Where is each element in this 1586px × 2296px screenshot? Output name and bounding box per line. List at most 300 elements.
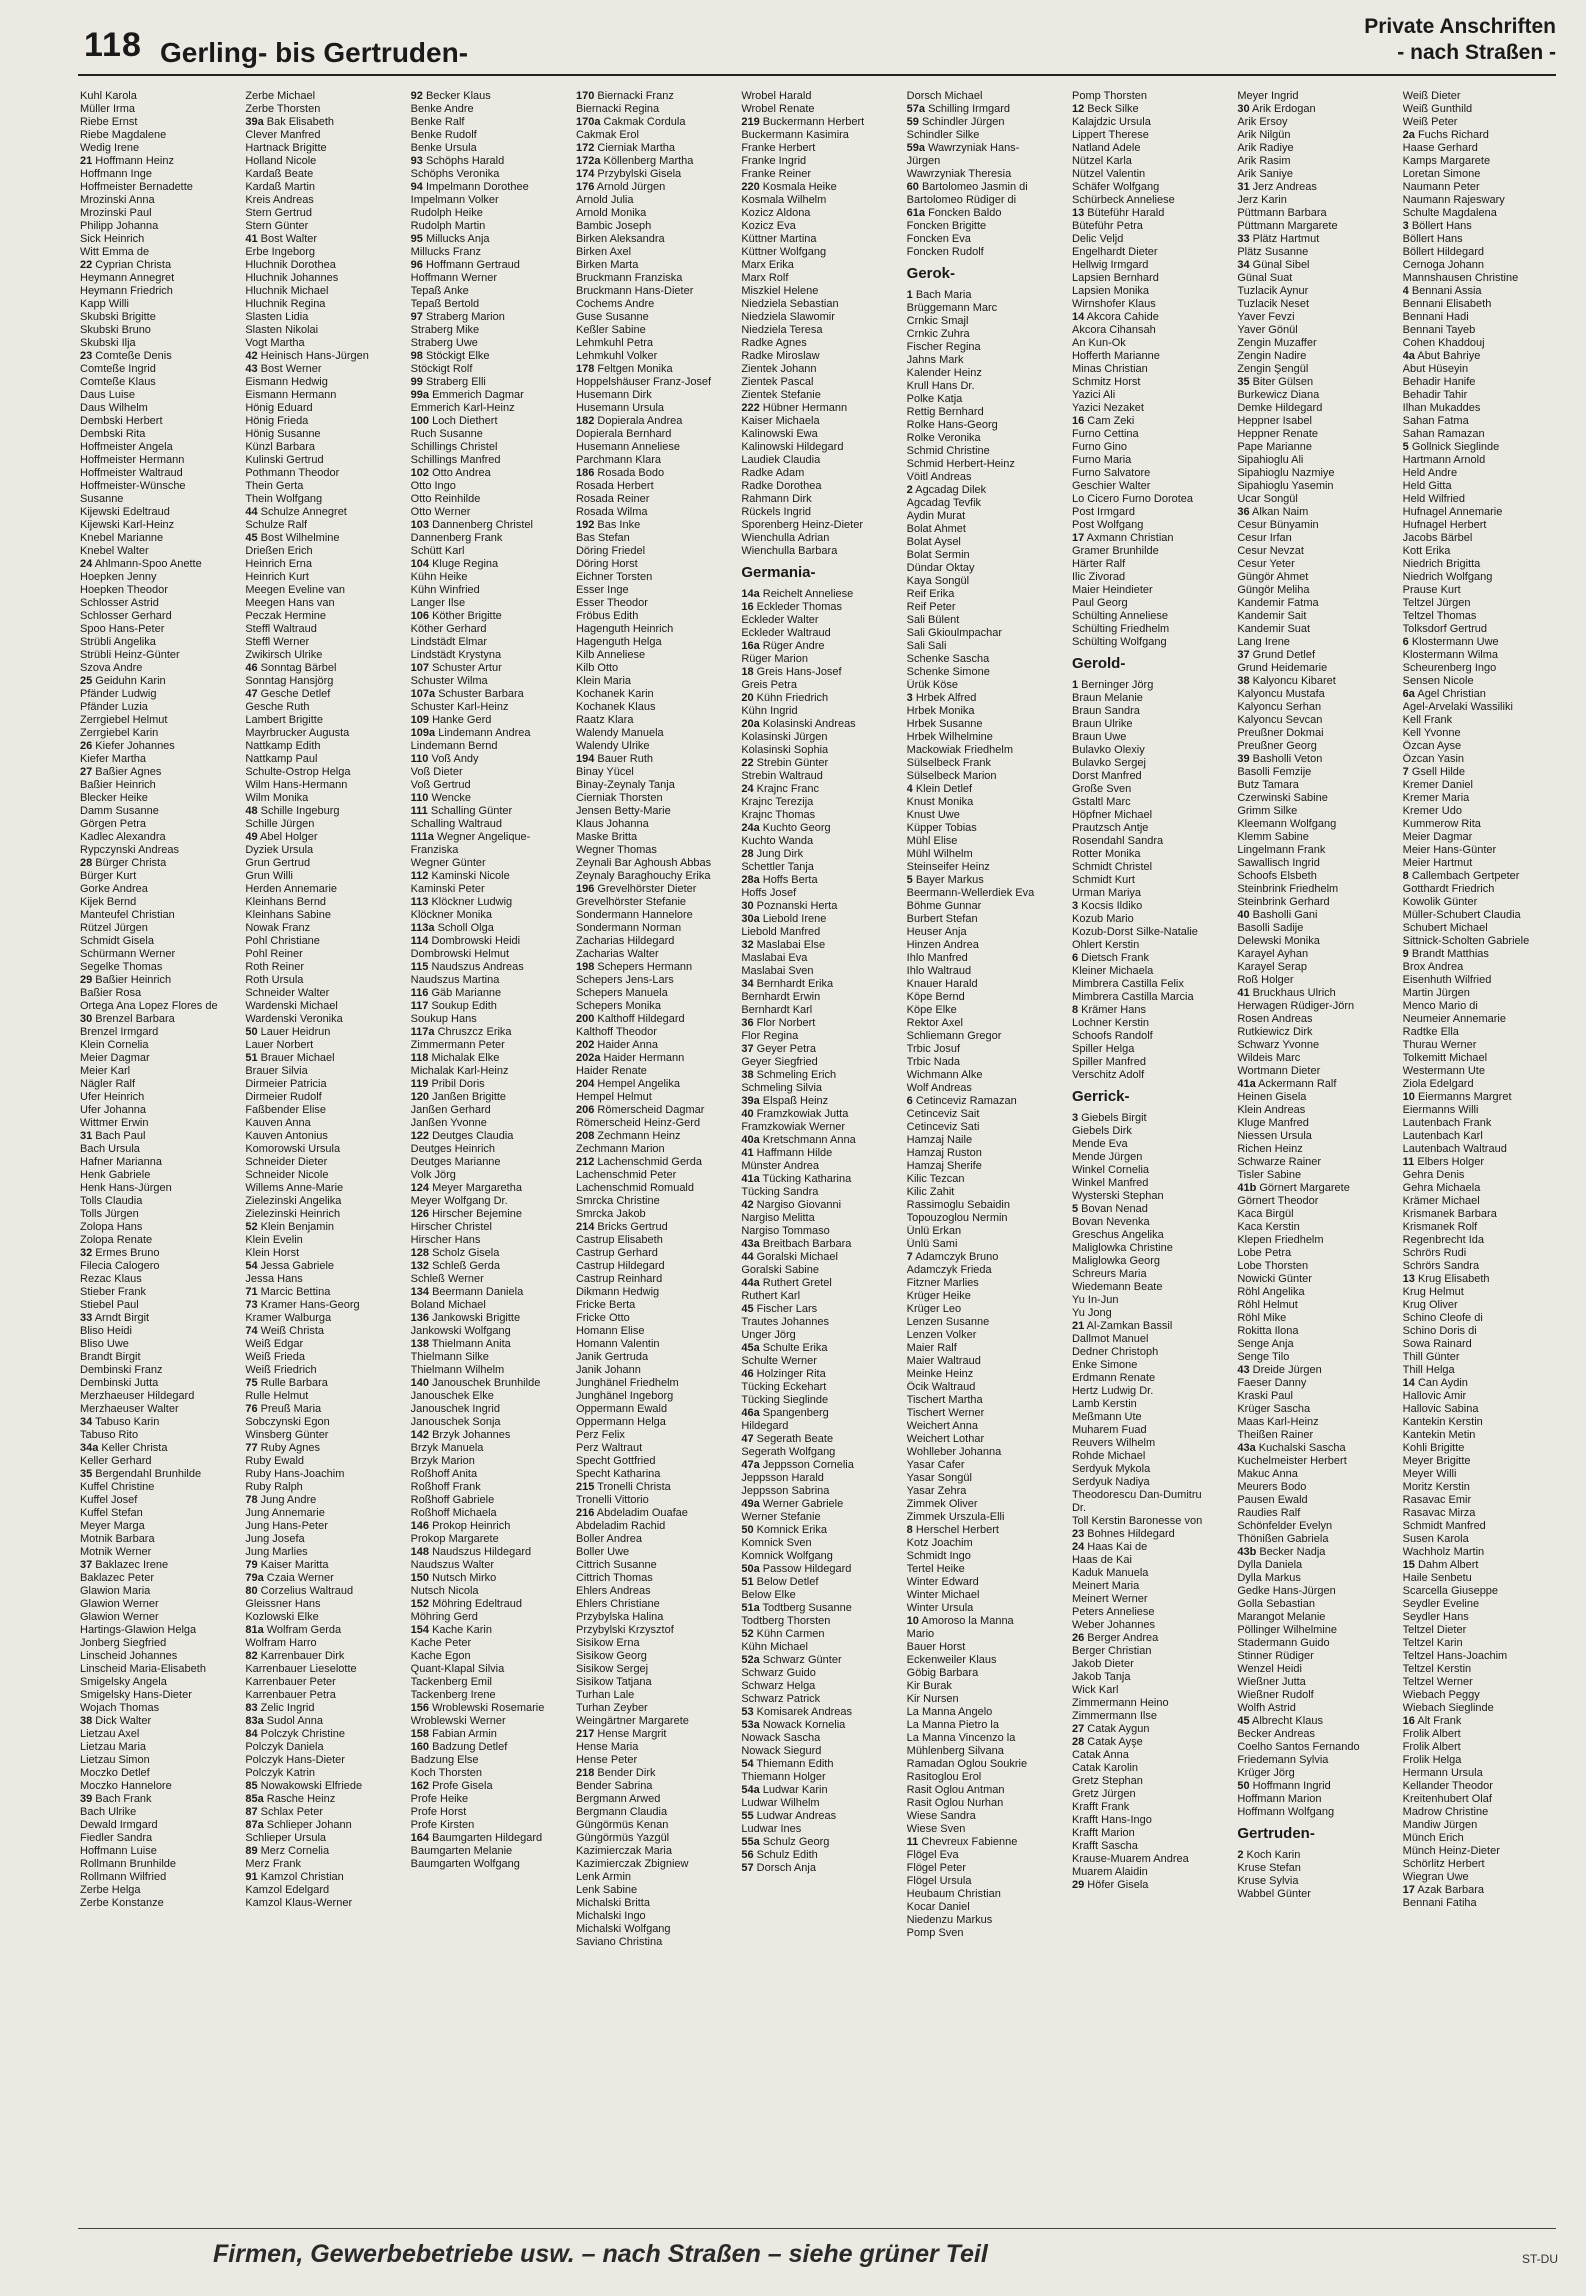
street-heading: Gerrick- [1071, 1088, 1130, 1105]
directory-entry: Röhl Angelika [1237, 1286, 1305, 1298]
directory-entry: Sahan Fatma [1402, 415, 1469, 427]
directory-entry: Furno Cettina [1071, 428, 1139, 440]
directory-entry: Liebold Manfred [741, 926, 821, 938]
directory-entry: Görgen Petra [80, 818, 147, 830]
house-number: 29 [1071, 1879, 1085, 1891]
directory-entry: Berger Christian [1071, 1645, 1152, 1657]
directory-entry: Nattkamp Edith [245, 740, 321, 752]
directory-entry: Kraski Paul [1237, 1390, 1293, 1402]
house-number: 103 [410, 519, 430, 531]
directory-entry: Naudszus Martina [410, 974, 500, 986]
directory-entry: Wildeis Marc [1237, 1052, 1301, 1064]
directory-entry: Rotter Monika [1071, 848, 1141, 860]
directory-entry: Glawion Werner [80, 1598, 159, 1610]
directory-entry: Brauer Silvia [245, 1065, 308, 1077]
house-number: 75 [245, 1377, 258, 1389]
directory-entry: Jonberg Siegfried [80, 1637, 167, 1649]
directory-entry: 23 Bohnes Hildegard [1071, 1528, 1175, 1540]
directory-entry: Otto Reinhilde [410, 493, 481, 505]
directory-entry: Ziola Edelgard [1402, 1078, 1474, 1090]
house-number: 74 [245, 1325, 258, 1337]
directory-entry: Tisler Sabine [1237, 1169, 1302, 1181]
directory-entry: Tolksdorf Gertrud [1402, 623, 1488, 635]
house-number: 47 [245, 688, 258, 700]
directory-entry: Kijewski Edeltraud [80, 506, 170, 518]
directory-entry: Wedig Irene [80, 142, 140, 154]
directory-entry: Witt Emma de [80, 246, 150, 258]
directory-entry: Kandemir Fatma [1237, 597, 1319, 609]
directory-entry: 43a Breitbach Barbara [741, 1238, 852, 1250]
directory-entry: Cierniak Thorsten [575, 792, 663, 804]
directory-entry: Kremer Udo [1402, 805, 1462, 817]
house-number: 41a [1237, 1078, 1256, 1090]
directory-entry: 212 Lachenschmid Gerda [575, 1156, 702, 1168]
directory-entry: Herden Annemarie [245, 883, 338, 895]
footer-note: Firmen, Gewerbebetriebe usw. – nach Straßen – siehe grüner Teil [213, 2240, 988, 2268]
directory-entry: Tuzlacik Neset [1237, 298, 1310, 310]
directory-entry: Stieber Frank [80, 1286, 147, 1298]
house-number: 116 [410, 987, 429, 999]
directory-entry: 152 Möhring Edeltraud [410, 1598, 522, 1610]
directory-entry: 41a Tücking Katharina [741, 1173, 852, 1185]
directory-entry: Rasit Oglou Nurhan [906, 1797, 1004, 1809]
house-number: 46 [245, 662, 258, 674]
directory-entry: 219 Buckermann Herbert [741, 116, 865, 128]
house-number: 99a [410, 389, 430, 401]
directory-entry: Profe Heike [410, 1793, 469, 1805]
directory-entry: Slasten Lidia [245, 311, 309, 323]
directory-entry: Klepen Friedhelm [1237, 1234, 1324, 1246]
house-number: 220 [741, 181, 760, 193]
house-number: 136 [410, 1312, 430, 1324]
directory-entry: Sisikow Sergej [575, 1663, 649, 1675]
directory-entry: 35 Bergendahl Brunhilde [80, 1468, 202, 1480]
directory-entry: Krismanek Rolf [1402, 1221, 1478, 1233]
directory-entry: 182 Dopierala Andrea [575, 415, 683, 427]
directory-entry: 100 Loch Diethert [410, 415, 498, 427]
directory-entry: Dedner Christoph [1071, 1346, 1159, 1358]
house-number: 132 [410, 1260, 430, 1272]
directory-entry: Lauer Norbert [245, 1039, 314, 1051]
directory-entry: Schillings Christel [410, 441, 498, 453]
directory-entry: Kilb Anneliese [575, 649, 646, 661]
directory-entry: Merzhaeuser Hildegard [80, 1390, 195, 1402]
house-number: 122 [410, 1130, 430, 1142]
directory-entry: 160 Badzung Detlef [410, 1741, 508, 1753]
directory-entry: Küpper Tobias [906, 822, 977, 834]
directory-entry: Braun Uwe [1071, 731, 1127, 743]
directory-entry: 4a Abut Bahriye [1402, 350, 1481, 362]
directory-entry: Kuhl Karola [80, 90, 137, 102]
directory-entry: Jakob Tanja [1071, 1671, 1131, 1683]
directory-entry: Rahmann Dirk [741, 493, 812, 505]
house-number: 31 [1237, 181, 1250, 193]
directory-entry: Franziska [410, 844, 459, 856]
house-number: 17 [1071, 532, 1085, 544]
directory-entry: Regenbrecht Ida [1402, 1234, 1484, 1246]
directory-entry: Loretan Simone [1402, 168, 1481, 180]
directory-entry: Hoffmann Wolfgang [1237, 1806, 1335, 1818]
directory-entry: Verschitz Adolf [1071, 1069, 1145, 1081]
directory-entry: 22 Strebin Günter [741, 757, 829, 769]
house-number: 23 [80, 350, 93, 362]
directory-entry: 6 Dietsch Frank [1071, 952, 1150, 964]
directory-entry: Weingärtner Margarete [575, 1715, 689, 1727]
house-number: 11 [906, 1836, 919, 1848]
directory-entry: Manteufel Christian [80, 909, 175, 921]
directory-entry: Güngörmüs Yazgül [575, 1832, 670, 1844]
directory-entry: Winsberg Günter [245, 1429, 329, 1441]
directory-entry: Wegner Thomas [575, 844, 657, 856]
directory-entry: Bennani Tayeb [1402, 324, 1476, 336]
directory-entry: Hagenguth Heinrich [575, 623, 674, 635]
directory-entry: Rasit Oglou Antman [906, 1784, 1005, 1796]
directory-entry: Bartolomeo Rüdiger di [906, 194, 1017, 206]
house-number: 24 [1071, 1541, 1085, 1553]
directory-entry: Akcora Cihansah [1071, 324, 1156, 336]
directory-entry: Bliso Heidi [80, 1325, 132, 1337]
directory-entry: Nargiso Melitta [741, 1212, 815, 1224]
house-number: 49 [245, 831, 258, 843]
directory-entry: 7 Gsell Hilde [1402, 766, 1466, 778]
house-number: 42 [741, 1199, 754, 1211]
directory-entry: Gesche Ruth [245, 701, 310, 713]
directory-entry: Hluchnik Michael [245, 285, 329, 297]
directory-entry: Kozub-Dorst Silke-Natalie [1071, 926, 1198, 938]
directory-entry: Merzhaeuser Walter [80, 1403, 179, 1415]
house-number: 3 [1071, 900, 1079, 912]
directory-entry: Zeynali Bar Aghoush Abbas [575, 857, 712, 869]
directory-entry: Foncken Rudolf [906, 246, 984, 258]
house-number: 41 [1237, 987, 1250, 999]
directory-entry: Castrup Elisabeth [575, 1234, 663, 1246]
directory-entry: 34 Bernhardt Erika [741, 978, 834, 990]
house-number: 100 [410, 415, 430, 427]
directory-entry: 158 Fabian Armin [410, 1728, 497, 1740]
directory-entry: 113 Klöckner Ludwig [410, 896, 513, 908]
header-divider [78, 74, 1556, 76]
directory-entry: 46 Sonntag Bärbel [245, 662, 337, 674]
directory-entry: Natland Adele [1071, 142, 1141, 154]
directory-entry: Stadermann Guido [1237, 1637, 1330, 1649]
directory-entry: Wiese Sandra [906, 1810, 976, 1822]
directory-entry: Zientek Pascal [741, 376, 814, 388]
directory-entry: Deutges Marianne [410, 1156, 501, 1168]
directory-entry: Baumgarten Wolfgang [410, 1858, 520, 1870]
directory-entry: Bernhardt Karl [741, 1004, 813, 1016]
directory-entry: Ortega Ana Lopez Flores de [80, 1000, 218, 1012]
directory-entry: Otto Werner [410, 506, 471, 518]
directory-entry: Junghänel Ingeborg [575, 1390, 674, 1402]
house-number: 98 [410, 350, 423, 362]
house-number: 93 [410, 155, 423, 167]
directory-entry: Knebel Walter [80, 545, 149, 557]
directory-entry: Rosada Herbert [575, 480, 654, 492]
directory-entry: 54 Jessa Gabriele [245, 1260, 335, 1272]
directory-entry: Hallovic Amir [1402, 1390, 1467, 1402]
directory-entry: Dembinski Franz [80, 1364, 163, 1376]
house-number: 1 [906, 289, 913, 301]
directory-entry: Sporenberg Heinz-Dieter [741, 519, 863, 531]
directory-entry: Lenzen Susanne [906, 1316, 990, 1328]
directory-entry: Krüger Heike [906, 1290, 971, 1302]
directory-entry: Susanne [80, 493, 124, 505]
directory-entry: Preußner Dokmai [1237, 727, 1324, 739]
directory-entry: Bolat Ahmet [906, 523, 966, 535]
directory-entry: Güngörmüs Kenan [575, 1819, 669, 1831]
directory-entry: Tischert Martha [906, 1394, 983, 1406]
directory-entry: 95 Millucks Anja [410, 233, 490, 245]
directory-entry: Sondermann Hannelore [575, 909, 693, 921]
directory-entry: 53 Komisarek Andreas [741, 1706, 853, 1718]
directory-entry: 50a Passow Hildegard [741, 1563, 852, 1575]
directory-entry: Zimmermann Peter [410, 1039, 505, 1051]
directory-entry: Tücking Sandra [741, 1186, 819, 1198]
directory-entry: 14 Akcora Cahide [1071, 311, 1159, 323]
directory-entry: Meier Karl [80, 1065, 131, 1077]
directory-entry: Lietzau Simon [80, 1754, 150, 1766]
directory-entry: Janouschek Elke [410, 1390, 494, 1402]
directory-entry: Behadir Hanife [1402, 376, 1476, 388]
house-number: 111 [410, 805, 428, 817]
directory-entry: Bennani Fatiha [1402, 1897, 1477, 1909]
house-number: 46a [741, 1407, 760, 1419]
directory-entry: 18 Greis Hans-Josef [741, 666, 842, 678]
directory-entry: Arnold Monika [575, 207, 647, 219]
directory-entry: Peczak Hermine [245, 610, 327, 622]
directory-entry: Krafft Frank [1071, 1801, 1130, 1813]
directory-entry: Klein Horst [245, 1247, 300, 1259]
directory-entry: Boland Michael [410, 1299, 486, 1311]
directory-entry: Schmid Herbert-Heinz [906, 458, 1015, 470]
directory-entry: 87 Schlax Peter [245, 1806, 323, 1818]
directory-entry: 48 Schille Ingeburg [245, 805, 340, 817]
directory-entry: Thurau Werner [1402, 1039, 1477, 1051]
house-number: 118 [410, 1052, 429, 1064]
directory-entry: Karrenbauer Petra [245, 1689, 336, 1701]
directory-entry: Schülting Wolfgang [1071, 636, 1167, 648]
directory-entry: Bergmann Claudia [575, 1806, 668, 1818]
house-number: 11 [1402, 1156, 1415, 1168]
directory-entry: Specht Katharina [575, 1468, 661, 1480]
directory-entry: Bulavko Sergej [1071, 757, 1146, 769]
directory-entry: Jürgen [906, 155, 941, 167]
house-number: 57a [906, 103, 926, 115]
directory-entry: 104 Kluge Regina [410, 558, 499, 570]
directory-entry: 30 Poznanski Herta [741, 900, 838, 912]
directory-entry: Ludwar Wilhelm [741, 1797, 820, 1809]
house-number: 208 [575, 1130, 595, 1142]
directory-entry: Radke Dorothea [741, 480, 822, 492]
directory-entry: Janik Johann [575, 1364, 641, 1376]
house-number: 126 [410, 1208, 430, 1220]
directory-entry: Zimmermann Heino [1071, 1697, 1169, 1709]
directory-entry: 74 Weiß Christa [245, 1325, 324, 1337]
directory-entry: Karrenbauer Lieselotte [245, 1663, 357, 1675]
section-title-line1: Private Anschriften [1364, 15, 1556, 38]
directory-entry: Faßbender Elise [245, 1104, 327, 1116]
house-number: 43a [741, 1238, 760, 1250]
directory-entry: Theodorescu Dan-Dumitru [1071, 1489, 1202, 1501]
house-number: 164 [410, 1832, 430, 1844]
directory-entry: Heppner Renate [1237, 428, 1319, 440]
directory-entry: Köpe Elke [906, 1004, 957, 1016]
directory-entry: Hoppelshäuser Franz-Josef [575, 376, 712, 388]
house-number: 104 [410, 558, 430, 570]
directory-entry: 50 Komnick Erika [741, 1524, 827, 1536]
directory-entry: Polczyk Katrin [245, 1767, 316, 1779]
directory-entry: 172 Cierniak Martha [575, 142, 676, 154]
directory-entry: 119 Pribil Doris [410, 1078, 485, 1090]
directory-entry: Ucar Songül [1237, 493, 1298, 505]
house-number: 3 [1402, 220, 1409, 232]
house-number: 95 [410, 233, 423, 245]
directory-entry: Lapsien Bernhard [1071, 272, 1159, 284]
directory-entry: Damm Susanne [80, 805, 159, 817]
directory-entry: Tepaß Bertold [410, 298, 480, 310]
directory-entry: Kantekin Kerstin [1402, 1416, 1483, 1428]
directory-entry: Tackenberg Irene [410, 1689, 496, 1701]
directory-entry: Teltzel Karin [1402, 1637, 1463, 1649]
directory-entry: Hirscher Hans [410, 1234, 481, 1246]
directory-entry: Nowack Sascha [741, 1732, 821, 1744]
directory-entry: Jung Marlies [245, 1546, 308, 1558]
house-number: 30 [80, 1013, 93, 1025]
directory-entry: Ihlo Manfred [906, 952, 968, 964]
directory-entry: Maas Karl-Heinz [1237, 1416, 1319, 1428]
directory-entry: Zielezinski Heinrich [245, 1208, 341, 1220]
directory-entry: Heinen Gisela [1237, 1091, 1307, 1103]
directory-entry: Wießner Jutta [1237, 1676, 1306, 1688]
directory-entry: 34 Tabuso Karin [80, 1416, 160, 1428]
directory-entry: Vöitl Andreas [906, 471, 972, 483]
house-number: 83a [245, 1715, 264, 1727]
house-number: 152 [410, 1598, 430, 1610]
directory-entry: Wiedemann Beate [1071, 1281, 1163, 1293]
directory-entry: Janouschek Sonja [410, 1416, 501, 1428]
directory-column [1403, 90, 1560, 2224]
house-number: 35 [80, 1468, 93, 1480]
directory-column [1237, 90, 1394, 2224]
directory-entry: Paul Georg [1071, 597, 1128, 609]
directory-entry: Bolat Sermin [906, 549, 970, 561]
house-number: 4 [906, 783, 913, 795]
directory-entry: Marx Erika [741, 259, 794, 271]
directory-entry: Klostermann Wilma [1402, 649, 1499, 661]
directory-entry: Jung Josefa [245, 1533, 305, 1545]
house-number: 59 [906, 116, 919, 128]
house-number: 7 [1402, 766, 1409, 778]
directory-entry: 24a Kuchto Georg [741, 822, 831, 834]
directory-entry: Schrörs Rudi [1402, 1247, 1467, 1259]
directory-entry: Schoofs Elsbeth [1237, 870, 1317, 882]
directory-entry: Niedziela Sebastian [741, 298, 839, 310]
directory-entry: Wittmer Erwin [80, 1117, 149, 1129]
directory-entry: Kleiner Michaela [1071, 965, 1154, 977]
directory-entry: Mühl Elise [906, 835, 958, 847]
house-number: 92 [410, 90, 423, 102]
directory-entry: Moczko Detlef [80, 1767, 150, 1779]
house-number: 41b [1237, 1182, 1257, 1194]
directory-entry: 103 Dannenberg Christel [410, 519, 533, 531]
directory-entry: Müller Irma [80, 103, 136, 115]
directory-entry: Zerbe Michael [245, 90, 316, 102]
house-number: 50 [245, 1026, 258, 1038]
directory-entry: 24 Ahlmann-Spoo Anette [80, 558, 202, 570]
directory-entry: Brox Andrea [1402, 961, 1464, 973]
directory-entry: Hoffmann Marion [1237, 1793, 1322, 1805]
directory-entry: Özcan Ayse [1402, 740, 1462, 752]
directory-entry: 61a Foncken Baldo [906, 207, 1002, 219]
directory-entry: 202a Haider Hermann [575, 1052, 685, 1064]
directory-entry: Skubski Brigitte [80, 311, 156, 323]
directory-entry: Smrcka Christine [575, 1195, 660, 1207]
directory-entry: Schülting Friedhelm [1071, 623, 1170, 635]
directory-entry: Birken Marta [575, 259, 639, 271]
house-number: 24a [741, 822, 760, 834]
house-number: 107 [410, 662, 430, 674]
directory-entry: Frolik Albert [1402, 1741, 1461, 1753]
directory-entry: Komnick Wolfgang [741, 1550, 833, 1562]
directory-entry: 140 Janouschek Brunhilde [410, 1377, 541, 1389]
directory-entry: Kandemir Sait [1237, 610, 1307, 622]
directory-entry: Erbe Ingeborg [245, 246, 316, 258]
directory-entry: Behadir Tahir [1402, 389, 1468, 401]
directory-entry: Glawion Werner [80, 1611, 159, 1623]
directory-entry: Scheurenberg Ingo [1402, 662, 1497, 674]
directory-entry: Millucks Franz [410, 246, 481, 258]
directory-entry: Filecia Calogero [80, 1260, 160, 1272]
directory-entry: Rokitta Ilona [1237, 1325, 1299, 1337]
directory-entry: Bauer Horst [906, 1641, 966, 1653]
directory-entry: 172a Köllenberg Martha [575, 155, 694, 167]
directory-entry: Furno Gino [1071, 441, 1128, 453]
house-number: 55 [741, 1810, 754, 1822]
directory-entry: Hinzen Andrea [906, 939, 979, 951]
directory-entry: Dewald Irmgard [80, 1819, 158, 1831]
directory-entry: 28 Catak Ayşe [1071, 1736, 1143, 1748]
directory-entry: Husemann Dirk [575, 389, 652, 401]
house-number: 87a [245, 1819, 264, 1831]
directory-entry: Bennani Elisabeth [1402, 298, 1492, 310]
directory-entry: 1 Bach Maria [906, 289, 972, 301]
directory-entry: Skubski Ilja [80, 337, 136, 349]
directory-entry: Mayrbrucker Augusta [245, 727, 350, 739]
directory-entry: Sowa Rainard [1402, 1338, 1472, 1350]
directory-entry: Kell Frank [1402, 714, 1453, 726]
directory-entry: 84 Polczyk Christine [245, 1728, 345, 1740]
directory-entry: Crnkic Smajl [906, 315, 969, 327]
directory-entry: Müller-Schubert Claudia [1402, 909, 1521, 921]
house-number: 27 [80, 766, 93, 778]
directory-entry: Meurers Bodo [1237, 1481, 1307, 1493]
house-number: 42 [245, 350, 258, 362]
directory-entry: Teltzel Jürgen [1402, 597, 1471, 609]
directory-entry: 170 Biernacki Franz [575, 90, 674, 102]
directory-entry: 55a Schulz Georg [741, 1836, 830, 1848]
directory-entry: Rezac Klaus [80, 1273, 142, 1285]
directory-entry: Rasavac Mirza [1402, 1507, 1476, 1519]
directory-entry: Jung Hans-Peter [245, 1520, 328, 1532]
directory-entry: Franke Ingrid [741, 155, 807, 167]
directory-entry: Bruckmann Franziska [575, 272, 683, 284]
house-number: 52a [741, 1654, 760, 1666]
house-number: 31 [80, 1130, 93, 1142]
house-number: 30 [1237, 103, 1250, 115]
directory-entry: Zolopa Hans [80, 1221, 143, 1233]
house-number: 23 [1071, 1528, 1085, 1540]
directory-entry: Klein Cornelia [80, 1039, 149, 1051]
